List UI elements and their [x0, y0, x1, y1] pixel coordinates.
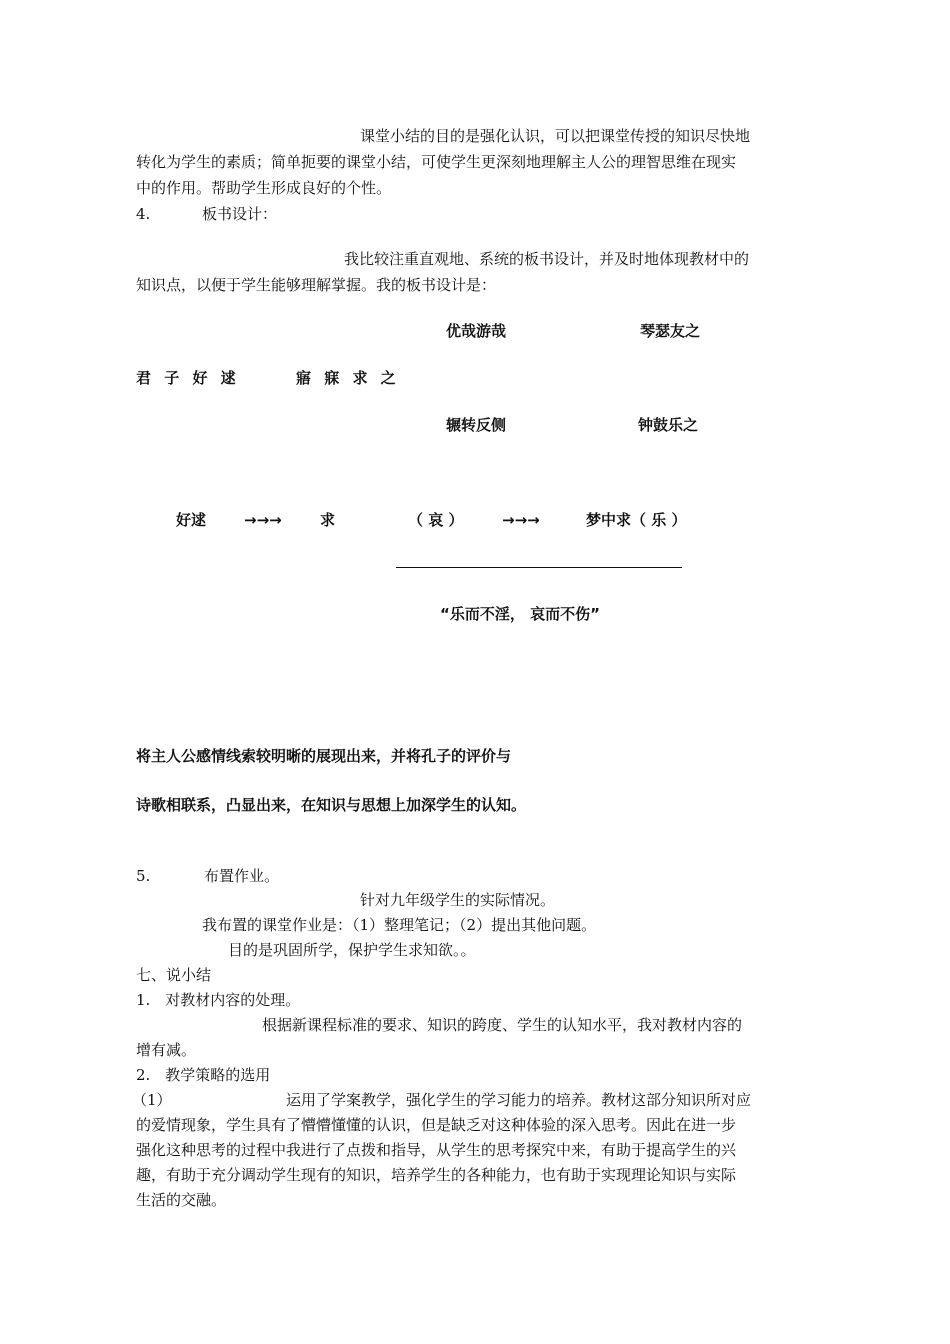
board-para-line-1: 我比较注重直观地、系统的板书设计，并及时地体现教材中的	[344, 250, 750, 268]
section7-item1: 1. 对教材内容的处理。	[136, 991, 301, 1009]
section7-item2-line-5: 生活的交融。	[136, 1191, 227, 1209]
section7-item2-line-3: 强化这种思考的过程中我进行了点拨和指导，从学生的思考探究中来，有助于提高学生的兴	[136, 1141, 737, 1159]
section4-number: 4.	[136, 205, 151, 223]
flow-mid-paren: （ 哀 ）	[408, 511, 464, 529]
flow-arrow-2: →→→	[502, 511, 540, 529]
section7-item2-line-1: 运用了学案教学，强化学生的学习能力的培养。教材这部分知识所对应	[286, 1091, 752, 1109]
flow-end: 梦中求（ 乐 ）	[586, 511, 687, 529]
section5-line-2: 我布置的课堂作业是：（1）整理笔记；（2）提出其他问题。	[202, 916, 597, 934]
section5-line-3: 目的是巩固所学，保护学生求知欲。。	[228, 941, 476, 959]
bold-para-line-2: 诗歌相联系，凸显出来，在知识与思想上加深学生的认知。	[136, 796, 527, 814]
section4-title: 板书设计：	[202, 205, 278, 223]
flow-mid: 求	[320, 511, 336, 529]
section7-title: 七、说小结	[136, 966, 212, 984]
section5-title: 布置作业。	[204, 867, 280, 885]
board-quote: “乐而不淫， 哀而不伤”	[440, 605, 600, 623]
board-bottom-right: 钟鼓乐之	[638, 416, 699, 434]
section7-item1-line-2: 增有减。	[136, 1041, 197, 1059]
section5-number: 5.	[136, 867, 151, 885]
section7-item2-line-4: 趣，有助于充分调动学生现有的知识，培养学生的各种能力，也有助于实现理论知识与实际	[136, 1166, 737, 1184]
board-para-line-2: 知识点，以便于学生能够理解掌握。我的板书设计是：	[136, 276, 497, 294]
board-top-left: 优哉游哉	[446, 322, 507, 340]
section7-item1-line-1: 根据新课程标准的要求、知识的跨度、学生的认知水平，我对教材内容的	[262, 1016, 743, 1034]
flow-start: 好逑	[176, 511, 207, 529]
section7-item2-number: （1）	[132, 1091, 172, 1109]
section7-item2-line-2: 的爱情现象，学生具有了懵懵懂懂的认识，但是缺乏对这种体验的深入思考。因此在进一步	[136, 1116, 737, 1134]
flow-arrow-1: →→→	[244, 511, 282, 529]
board-mid-left: 君 子 好 逑	[136, 369, 240, 387]
summary-line-2: 转化为学生的素质；简单扼要的课堂小结，可使学生更深刻地理解主人公的理智思维在现实	[136, 153, 737, 171]
summary-line-3: 中的作用。帮助学生形成良好的个性。	[136, 179, 392, 197]
board-divider	[396, 567, 682, 568]
section5-line-1: 针对九年级学生的实际情况。	[360, 891, 556, 909]
section7-item2: 2. 教学策略的选用	[136, 1066, 271, 1084]
board-mid-center: 寤 寐 求 之	[296, 369, 400, 387]
board-top-right: 琴瑟友之	[640, 322, 701, 340]
bold-para-line-1: 将主人公感情线索较明晰的展现出来，并将孔子的评价与	[136, 747, 512, 765]
board-bottom-left: 辗转反侧	[446, 416, 507, 434]
summary-line-1: 课堂小结的目的是强化认识，可以把课堂传授的知识尽快地	[360, 127, 751, 145]
